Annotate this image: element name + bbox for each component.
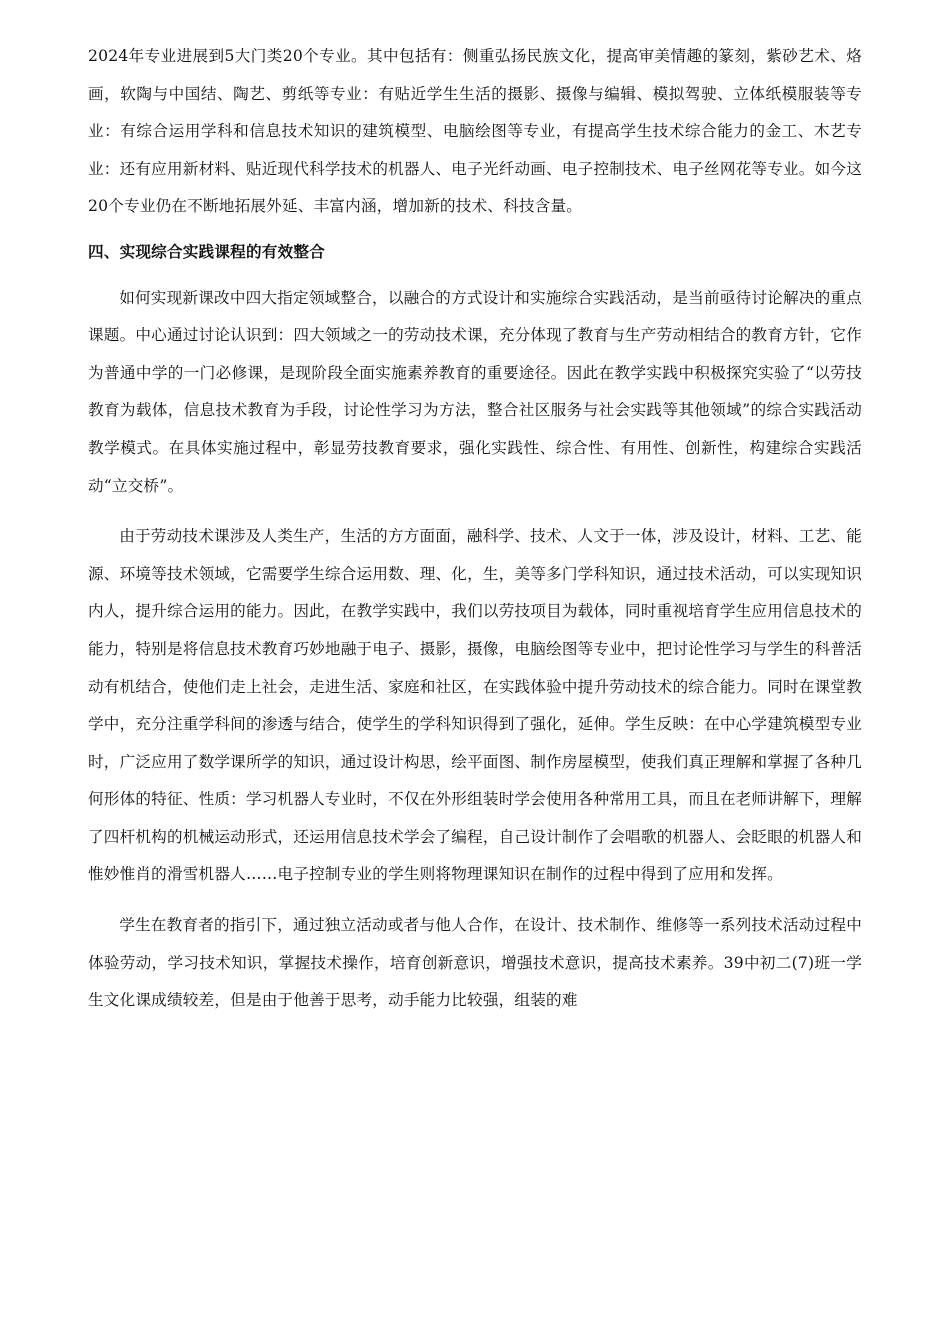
intro-paragraph: 2024年专业进展到5大门类20个专业。其中包括有：侧重弘扬民族文化，提高审美情趣的篆刻，紫砂艺术、烙画，软陶与中国结、陶艺、剪纸等专业：有贴近学生生活的摄影、摄像与编辑、模拟驾驶、立体纸模服装等专业：有综合运用学科和信息技术知识的建筑模型、电脑绘图等专业，有提高学生技术综合能力的金工、木艺专业：还有应用新材料、贴近现代科学技术的机器人、电子光纤动画、电子控制技术、电子丝网花等专业。如今这20个专业仍在不断地拓展外延、丰富内涵，增加新的技术、科技含量。 (88, 47, 862, 216)
body-paragraph-3: 学生在教育者的指引下，通过独立活动或者与他人合作，在设计、技术制作、维修等一系列技术活动过程中体验劳动，学习技术知识，掌握技术操作，培育创新意识，增强技术意识，提高技术素养。39中初二(7)班一学生文化课成绩较差，但是由于他善于思考，动手能力比较强，组装的难 (88, 916, 862, 1010)
spacer (88, 894, 862, 907)
spacer (88, 505, 862, 518)
section-heading: 四、实现综合实践课程的有效整合 (88, 242, 325, 261)
spacer (88, 226, 862, 234)
spacer (88, 272, 862, 280)
body-paragraph-2: 由于劳动技术课涉及人类生产，生活的方方面面，融科学、技术、人文于一体，涉及设计，材料、工艺、能源、环境等技术领域，它需要学生综合运用数、理、化，生，美等多门学科知识，通过技术活动，可以实现知识内人，提升综合运用的能力。因此，在教学实践中，我们以劳技项目为载体，同时重视培育学生应用信息技术的能力，特别是将信息技术教育巧妙地融于电子、摄影，摄像，电脑绘图等专业中，把讨论性学习与学生的科普活动有机结合，使他们走上社会，走进生活、家庭和社区，在实践体验中提升劳动技术的综合能力。同时在课堂教学中，充分注重学科间的渗透与结合，使学生的学科知识得到了强化，延伸。学生反映：在中心学建筑模型专业时，广泛应用了数学课所学的知识，通过设计构思，绘平面图、制作房屋模型，使我们真正理解和掌握了各种几何形体的特征、性质：学习机器人专业时，不仅在外形组装时学会使用各种常用工具，而且在老师讲解下，理解了四杆机构的机械运动形式，还运用信息技术学会了编程，自己设计制作了会唱歌的机器人、会眨眼的机器人和惟妙惟肖的滑雪机器人……电子控制专业的学生则将物理课知识在制作的过程中得到了应用和发挥。 (88, 527, 862, 884)
body-paragraph-1: 如何实现新课改中四大指定领域整合，以融合的方式设计和实施综合实践活动，是当前亟待讨论解决的重点课题。中心通过讨论认识到：四大领域之一的劳动技术课，充分体现了教育与生产劳动相结合的教育方针，它作为普通中学的一门必修课，是现阶段全面实施素养教育的重要途径。因此在教学实践中积极探究实验了“以劳技教育为载体，信息技术教育为手段，讨论性学习为方法，整合社区服务与社会实践等其他领域”的综合实践活动教学模式。在具体实施过程中，彰显劳技教育要求，强化实践性、综合性、有用性、创新性，构建综合实践活动“立交桥”。 (88, 288, 862, 495)
